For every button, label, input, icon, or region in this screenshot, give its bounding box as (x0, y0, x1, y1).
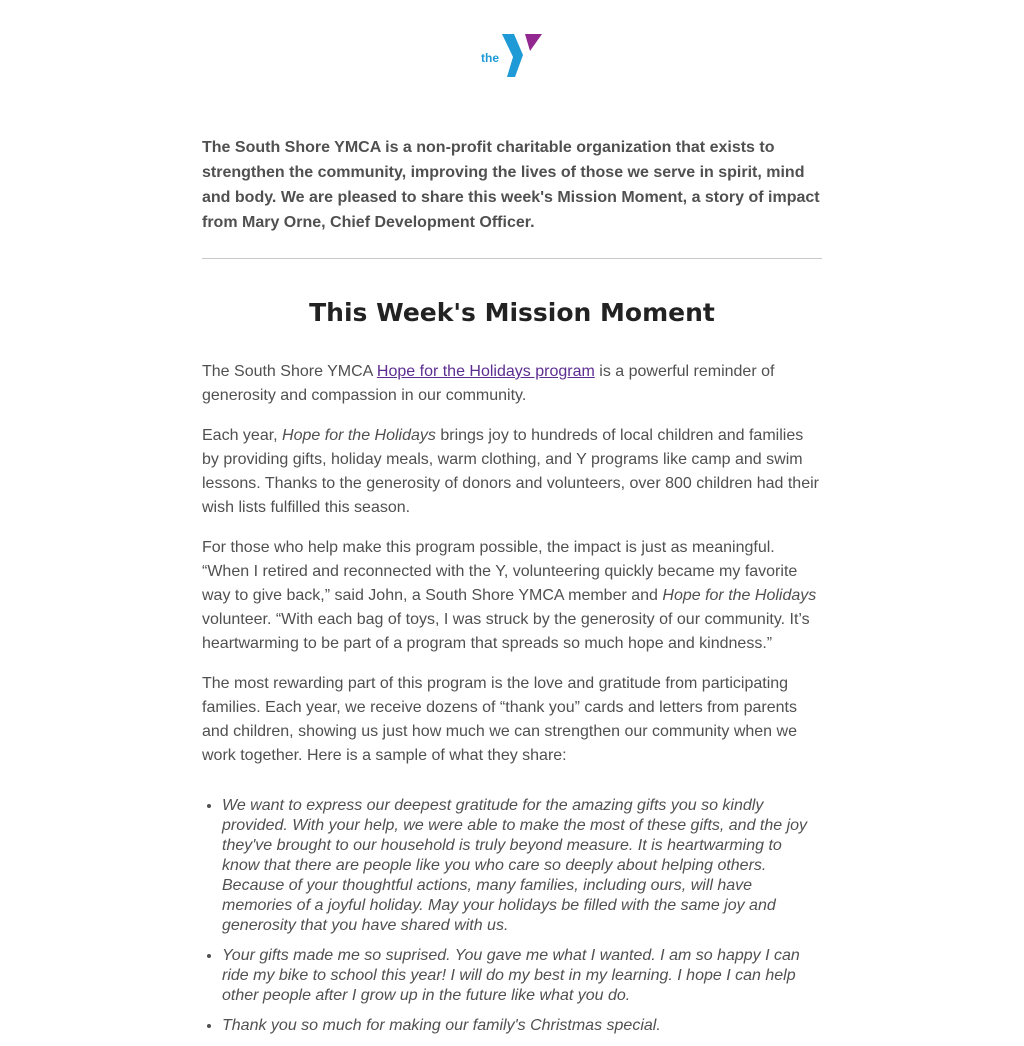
paragraph-4: The most rewarding part of this program is the love and gratitude from participating families. Each year, we receive dozens of “thank you” cards and letters from parents and children, showing us just how much we can strengthen our community when we work together. Here is a sample of what they share: (202, 675, 797, 764)
paragraph-1: The South Shore YMCA Hope for the Holidays program is a powerful reminder of generosity and compassion in our community. (202, 363, 775, 404)
logo-text: the (481, 51, 499, 65)
paragraph-2: Each year, Hope for the Holidays brings joy to hundreds of local children and families by providing gifts, holiday meals, warm clothing, and Y programs like camp and swim lessons. Thanks to the generosity of donors and volunteers, over 800 children had their wish lists fulfilled this season. (202, 427, 819, 516)
list-item: • We want to express our deepest gratitude for the amazing gifts you so kindly provided. With your help, we were able to make the most of these gifts, and the joy they've brought to our household is truly beyond measure. It is heartwarming to know that there are people like you who care so deeply about helping others. Because of your thoughtful actions, many families, including ours, will have memories of a joyful holiday. May your holidays be filled with the same joy and generosity that you have shared with us. (222, 796, 822, 936)
intro-text: The South Shore YMCA is a non-profit charitable organization that exists to strengthen the community, improving the lives of those we serve in spirit, mind and body. We are pleased to share this week's Mission Moment, a story of impact from Mary Orne, Chief Development Officer. (202, 139, 820, 231)
divider (202, 258, 822, 259)
list-item: • Thank you so much for making our family's Christmas special. (222, 1016, 822, 1036)
ymca-logo (481, 31, 543, 79)
testimonial-list (202, 796, 822, 1036)
paragraph-3: For those who help make this program possible, the impact is just as meaningful. “When I retired and reconnected with the Y, volunteering quickly became my favorite way to give back,” said John, a South Shore YMCA member and Hope for the Holidays volunteer. “With each bag of toys, I was struck by the generosity of our community. It’s heartwarming to be part of a program that spreads so much hope and kindness.” (202, 539, 817, 652)
story-body (202, 360, 822, 1046)
hope-for-holidays-link[interactable]: Hope for the Holidays program (376, 363, 595, 380)
page-title: This Week's Mission Moment (309, 298, 715, 327)
list-item: • Your gifts made me so suprised. You gave me what I wanted. I am so happy I can ride my bike to school this year! I will do my best in my learning. I hope I can help other people after I grow up in the future like what you do. (222, 946, 822, 1006)
